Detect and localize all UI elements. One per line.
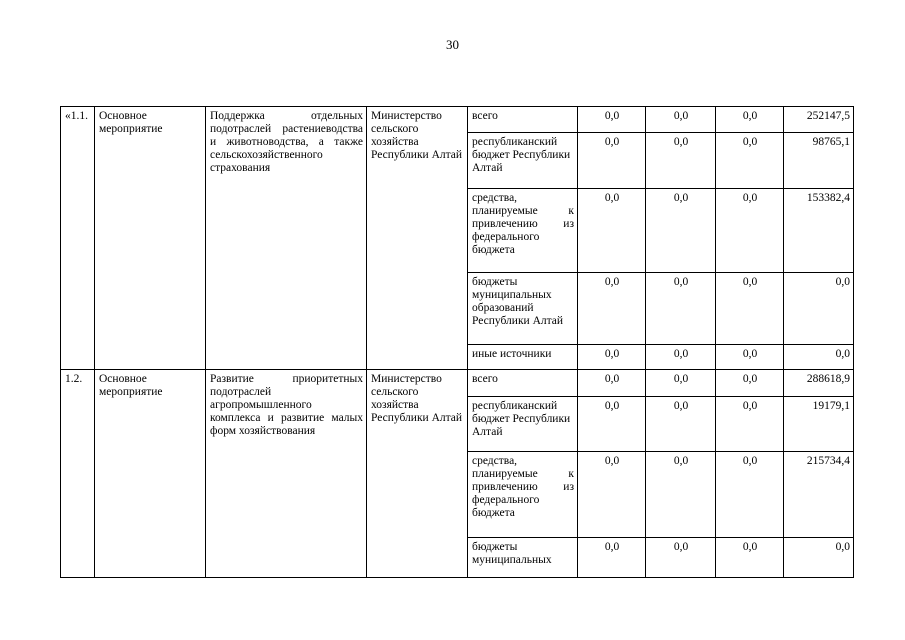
value-cell: 0,0 [646,452,716,538]
page-number: 30 [446,37,459,52]
row-type: Основное мероприятие [95,370,206,578]
source-label: бюджеты муниципальных образований Республики Алтай [468,273,578,345]
value-cell: 0,0 [716,107,784,133]
source-label: средства, планируемые к привлечению из федерального бюджета [468,189,578,273]
row-title: Поддержка отдельных подотраслей растениеводства и животноводства, а также сельскохозяйственного страхования [206,107,367,370]
value-cell: 19179,1 [784,397,854,452]
row-number: 1.2. [61,370,95,578]
value-cell: 0,0 [646,133,716,189]
value-cell: 0,0 [578,133,646,189]
value-cell: 0,0 [646,273,716,345]
source-label: иные источники [468,345,578,370]
value-cell: 0,0 [578,370,646,397]
row-executor: Министерство сельского хозяйства Республики Алтай [367,370,468,578]
value-cell: 0,0 [716,452,784,538]
value-cell: 0,0 [716,538,784,578]
value-cell: 0,0 [646,538,716,578]
value-cell: 0,0 [578,538,646,578]
source-label: республиканский бюджет Республики Алтай [468,397,578,452]
value-cell: 153382,4 [784,189,854,273]
value-cell: 215734,4 [784,452,854,538]
value-cell: 0,0 [578,189,646,273]
value-cell: 0,0 [716,397,784,452]
value-cell: 0,0 [646,189,716,273]
source-label: всего [468,370,578,397]
value-cell: 0,0 [716,273,784,345]
row-number: «1.1. [61,107,95,370]
program-table [60,106,854,578]
value-cell: 0,0 [784,273,854,345]
row-type: Основное мероприятие [95,107,206,370]
value-cell: 0,0 [784,538,854,578]
table-row [61,370,854,397]
row-executor: Министерство сельского хозяйства Республики Алтай [367,107,468,370]
value-cell: 0,0 [646,107,716,133]
value-cell: 0,0 [646,345,716,370]
row-title: Развитие приоритетных подотраслей агропромышленного комплекса и развитие малых форм хозяйствования [206,370,367,578]
value-cell: 0,0 [578,345,646,370]
value-cell: 0,0 [578,107,646,133]
table-row [61,107,854,133]
source-label: всего [468,107,578,133]
value-cell: 252147,5 [784,107,854,133]
value-cell: 0,0 [716,189,784,273]
value-cell: 0,0 [716,345,784,370]
value-cell: 0,0 [646,370,716,397]
source-label: бюджеты муниципальных [468,538,578,578]
value-cell: 0,0 [578,452,646,538]
source-label: республиканский бюджет Республики Алтай [468,133,578,189]
value-cell: 0,0 [716,133,784,189]
value-cell: 288618,9 [784,370,854,397]
value-cell: 98765,1 [784,133,854,189]
value-cell: 0,0 [646,397,716,452]
source-label: средства, планируемые к привлечению из федерального бюджета [468,452,578,538]
value-cell: 0,0 [578,273,646,345]
value-cell: 0,0 [716,370,784,397]
value-cell: 0,0 [578,397,646,452]
value-cell: 0,0 [784,345,854,370]
